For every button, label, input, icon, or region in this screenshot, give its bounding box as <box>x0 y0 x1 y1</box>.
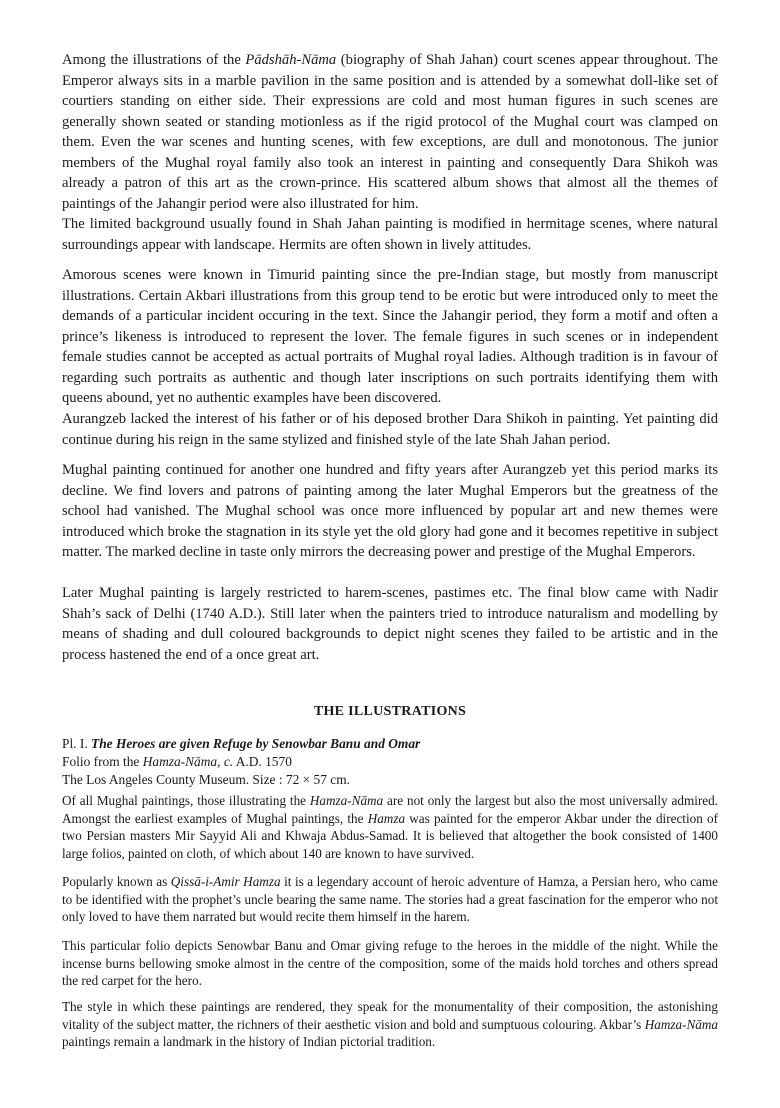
plate-caption <box>62 735 718 789</box>
book-title: Hamza <box>367 810 406 826</box>
text-segment: , <box>217 754 224 769</box>
circa-abbrev: c. <box>223 754 234 769</box>
book-title: Qissā-i-Amir Hamza <box>170 874 281 889</box>
paragraph-qissa <box>62 873 718 926</box>
text-segment: it is a legendary account of heroic adventure of Hamza, a Persian hero, who came to be identified with the prophet’s uncle bearing the same name. The stories had a great fascination for the emperor who not only loved to have them narrated but would recite them himself in the harem. <box>62 874 719 925</box>
text-segment: Popularly known as <box>62 874 171 889</box>
text-segment: Folio from the <box>62 754 143 769</box>
paragraph-hermitage-scenes: The limited background usually found in Shah Jahan painting is modified in hermitage scenes, where natural surroundings appear with landscape. Hermits are often shown in lively attitudes. <box>62 216 718 253</box>
plate-title-line <box>62 735 718 753</box>
book-title: Hamza-Nāma <box>142 754 218 769</box>
plate-folio-line <box>62 753 718 771</box>
book-title: Hamza-Nāma <box>644 1016 718 1032</box>
paragraph-padshah-nama <box>62 50 718 214</box>
paragraph-aurangzeb: Aurangzeb lacked the interest of his father or of his deposed brother Dara Shikoh in painting. Yet painting did continue during his reign in the same stylized and finished style of the late Shah Jahan period. <box>62 411 718 448</box>
text-segment: was painted for the emperor Akbar under the direction of two Persian masters Mir Sayyid Ali and Khwaja Abdus-Samad. It is believed that altogether the book consisted of 1400 large folios, painted on cloth, of which about 140 are known to have survived. <box>62 810 718 861</box>
plate-title: The Heroes are given Refuge by Senowbar Banu and Omar <box>91 736 421 751</box>
plate-collection: The Los Angeles County Museum. Size : 72 × 57 cm. <box>62 772 350 787</box>
text-segment: Among the illustrations of the <box>62 52 246 68</box>
paragraph-style <box>62 998 718 1051</box>
text-segment: The style in which these paintings are rendered, they speak for the monumentality of their composition, the astonishing vitality of the subject matter, the richners of their aesthetic vision and bold and sumptuous colouring. Akbar’s <box>62 999 718 1032</box>
paragraph-folio-description: This particular folio depicts Senowbar Banu and Omar giving refuge to the heroes in the middle of the night. While the incense burns bellowing smoke almost in the centre of the composition, some of the maids hold torches and others spread the red carpet for the hero. <box>62 938 718 989</box>
text-segment: are not only the largest but also the most universally admired. Amongst the earliest examples of Mughal paintings, the <box>62 793 719 826</box>
section-heading: THE ILLUSTRATIONS <box>313 704 467 719</box>
text-segment: Of all Mughal paintings, those illustrating the <box>62 793 310 808</box>
paragraph-later-mughal: Later Mughal painting is largely restricted to harem-scenes, pastimes etc. The final blow came with Nadir Shah’s sack of Delhi (1740 A.D.). Still later when the painters tried to introduce naturalism and modelling by means of shading and dull coloured backgrounds to depict night scenes they failed to be artistic and in the process hastened the end of a once great art. <box>62 585 718 663</box>
paragraph-decline: Mughal painting continued for another one hundred and fifty years after Aurangzeb yet this period marks its decline. We find lovers and patrons of painting among the later Mughal Emperors but the greatness of the school had vanished. The Mughal school was once more influenced by popular art and new themes were introduced which broke the stagnation in its style yet the old glory had gone and it becomes repetitive in subject matter. The marked decline in taste only mirrors the decreasing power and prestige of the Mughal Emperors. <box>62 462 718 560</box>
plate-date: A.D. 1570 <box>233 754 292 769</box>
paragraph-hamza-nama <box>62 792 718 862</box>
text-segment: (biography of Shah Jahan) court scenes appear throughout. The Emperor always sits in a marble pavilion in the same position and is attended by a somewhat doll-like set of courtiers standing on either side. Their expressions are cold and most human figures in such scenes are generally shown seated or standing motionless as if the rigid protocol of the Mughal court was clamped on them. Even the war scenes and hunting scenes, with few exceptions, are dull and monotonous. The junior members of the Mughal royal family also took an interest in painting and consequently Dara Shikoh was already a patron of this art as the crown-prince. His scattered album shows that almost all the themes of paintings of the Jahangir period were also illustrated for him. <box>62 52 718 212</box>
book-title: Hamza-Nāma <box>309 793 384 808</box>
text-segment: paintings remain a landmark in the history of Indian pictorial tradition. <box>62 1034 436 1050</box>
book-title: Pādshāh-Nāma <box>245 52 337 68</box>
plate-number: Pl. I. <box>62 736 88 751</box>
paragraph-amorous-scenes: Amorous scenes were known in Timurid painting since the pre-Indian stage, but mostly from manuscript illustrations. Certain Akbari illustrations from this group tend to be erotic but were introduced only to meet the demands of a particular incident occuring in the text. Since the Jahangir period, they form a motif and often a prince’s likeness is introduced to represent the lover. The female figures in such scenes or in independent female studies cannot be accepted as actual portraits of Mughal royal ladies. Although tradition is in favour of regarding such portraits as authentic and though later inscriptions on such portraits identifying them with queens abound, yet no authentic examples have been discovered. <box>62 267 718 406</box>
